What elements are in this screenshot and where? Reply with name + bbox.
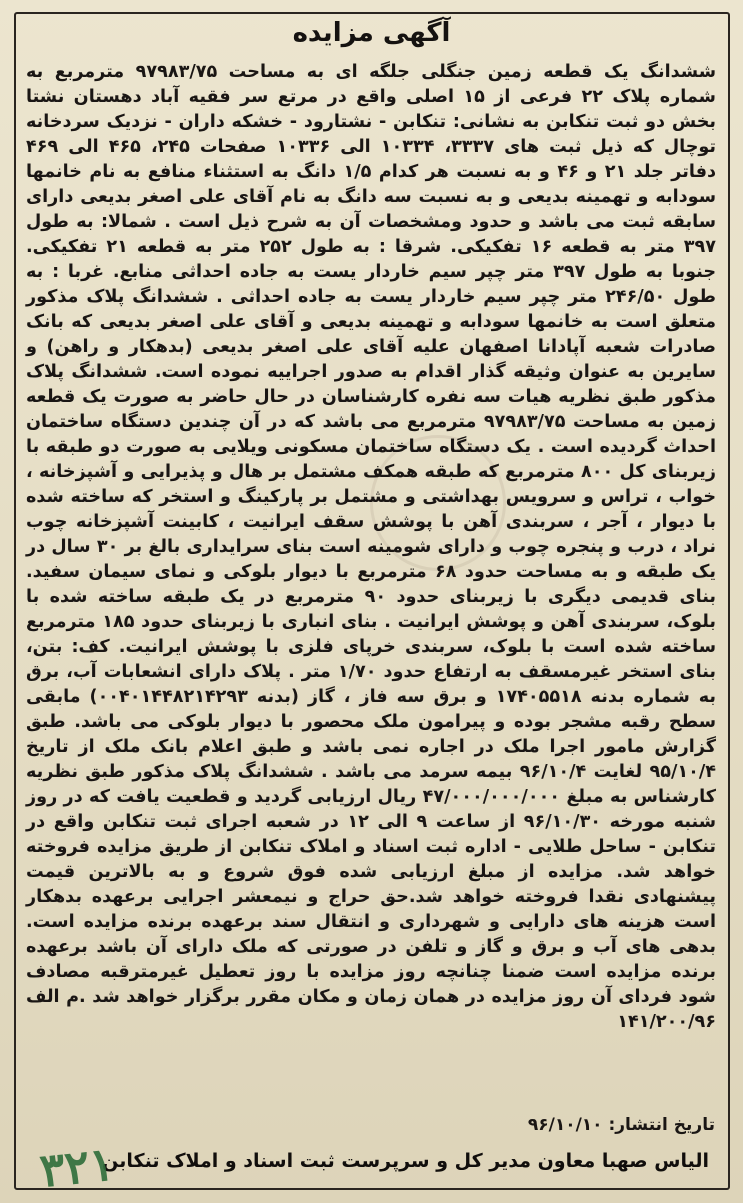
signature-line: الیاس صهبا معاون مدیر کل و سرپرست ثبت اسناد و املاک تنکابن bbox=[102, 1150, 709, 1172]
notice-body-text: ششدانگ یک قطعه زمین جنگلی جلگه ای به مساحت ۹۷۹۸۳/۷۵ مترمربع به شماره پلاک ۲۲ فرعی از ۱۵ اصلی واقع در مرتع سر فقیه آباد دهستان نشتا بخش دو ثبت تنکابن به نشانی: تنکابن - نشتارود - خشکه داران - نزدیک سردخانه توچال که ذیل ثبت های ۳۳۳۷، ۱۰۳۳۴ الی ۱۰۳۳۶ صفحات ۲۴۵، ۴۶۵ الی ۴۶۹ دفاتر جلد ۲۱ و ۴۶ و به نسبت هر کدام ۱/۵ دانگ به استثناء منافع به نام خانمها سودابه و تهمینه بدیعی و به نسبت سه دانگ به نام آقای علی اصغر بدیعی دارای سابقه ثبت می باشد و حدود ومشخصات آن به شرح ذیل است . شمالا: به طول ۳۹۷ متر به قطعه ۱۶ تفکیکی. شرقا : به طول ۲۵۲ متر به قطعه ۲۱ تفکیکی. جنوبا به طول ۳۹۷ متر چپر سیم خاردار یست به جاده احداثی منابع. غربا : به طول ۲۴۶/۵۰ متر چپر سیم خاردار یست به جاده احداثی . ششدانگ پلاک مذکور متعلق است به خانمها سودابه و تهمینه بدیعی و آقای علی اصغر بدیعی که بانک صادرات شعبه آپادانا اصفهان علیه آقای علی اصغر بدیعی (بدهکار و راهن) و سایرین به عنوان وثیقه گذار اقدام به صدور اجراییه نموده است. ششدانگ پلاک مذکور طبق نظریه هیات سه نفره کارشناسان در حال حاضر به صورت یک قطعه زمین به مساحت ۹۷۹۸۳/۷۵ مترمربع می باشد که در آن چندین دستگاه ساختمان احداث گردیده است . یک دستگاه ساختمان مسکونی ویلایی به صورت دو طبقه با زیربنای کل ۸۰۰ مترمربع که طبقه همکف مشتمل بر هال و پذیرایی و آشپزخانه ، خواب ، تراس و سرویس بهداشتی و مشتمل بر پارکینگ و استخر که ساخته شده با دیوار ، آجر ، سربندی آهن با پوشش سقف ایرانیت ، کابینت آشپزخانه چوب نراد ، درب و پنجره چوب و دارای شومینه است بنای سرایداری بالغ بر ۳۰ سال در یک طبقه و به مساحت حدود ۶۸ مترمربع با دیوار بلوکی و نمای سیمان سفید. بنای قدیمی دیگری با زیربنای حدود ۹۰ مترمربع در یک طبقه ساخته شده با بلوک، سربندی آهن و پوشش ایرانیت . بنای انباری با زیربنای حدود ۱۸۵ مترمربع ساخته شده است با بلوک، سربندی خرپای فلزی با پوشش ایرانیت. کف: بتن، بنای استخر غیرمسقف به ارتفاع حدود ۱/۷۰ متر . پلاک دارای انشعابات آب، برق به شماره بدنه ۱۷۴۰۵۵۱۸ و برق سه فاز ، گاز (بدنه ۰۰۴۰۱۴۴۸۲۱۴۲۹۳) مابقی سطح رقبه مشجر بوده و پیرامون ملک محصور با دیوار بلوکی می باشد. طبق گزارش مامور اجرا ملک در اجاره نمی باشد و طبق اعلام بانک ملک از تاریخ ۹۵/۱۰/۴ لغایت ۹۶/۱۰/۴ بیمه سرمد می باشد . ششدانگ پلاک مذکور طبق نظریه کارشناس به مبلغ ۴۷/۰۰۰/۰۰۰/۰۰۰ ریال ارزیابی گردید و قطعیت یافت که در روز شنبه مورخه ۹۶/۱۰/۳۰ از ساعت ۹ الی ۱۲ در شعبه اجرای ثبت تنکابن واقع در تنکابن - ساحل طلایی - اداره ثبت اسناد و املاک تنکابن از طریق مزایده فروخته خواهد شد. مزایده از مبلغ ارزیابی شده فوق شروع و به بالاترین قیمت پیشنهادی نقدا فروخته خواهد شد.حق حراج و نیمعشر اجرایی برعهده بدهکار است هزینه های دارایی و شهرداری و انتقال سند برعهده برنده مزایده است. بدهی های آب و برق و گاز و تلفن در صورتی که ملک دارای آن باشد برعهده برنده مزایده است ضمنا چنانچه روز مزایده با روز تعطیل غیرمترقبه مصادف شود فردای آن روز مزایده در همان زمان و مکان مقرر برگزار خواهد شد .م الف ۱۴۱/۲۰۰/۹۶ bbox=[26, 62, 717, 1032]
handwritten-number: ۳۲۱ bbox=[37, 1136, 117, 1198]
publish-date: تاریخ انتشار: ۹۶/۱۰/۱۰ bbox=[527, 1115, 715, 1135]
notice-title: آگهی مزایده bbox=[292, 18, 451, 48]
notice-body bbox=[26, 60, 716, 1035]
